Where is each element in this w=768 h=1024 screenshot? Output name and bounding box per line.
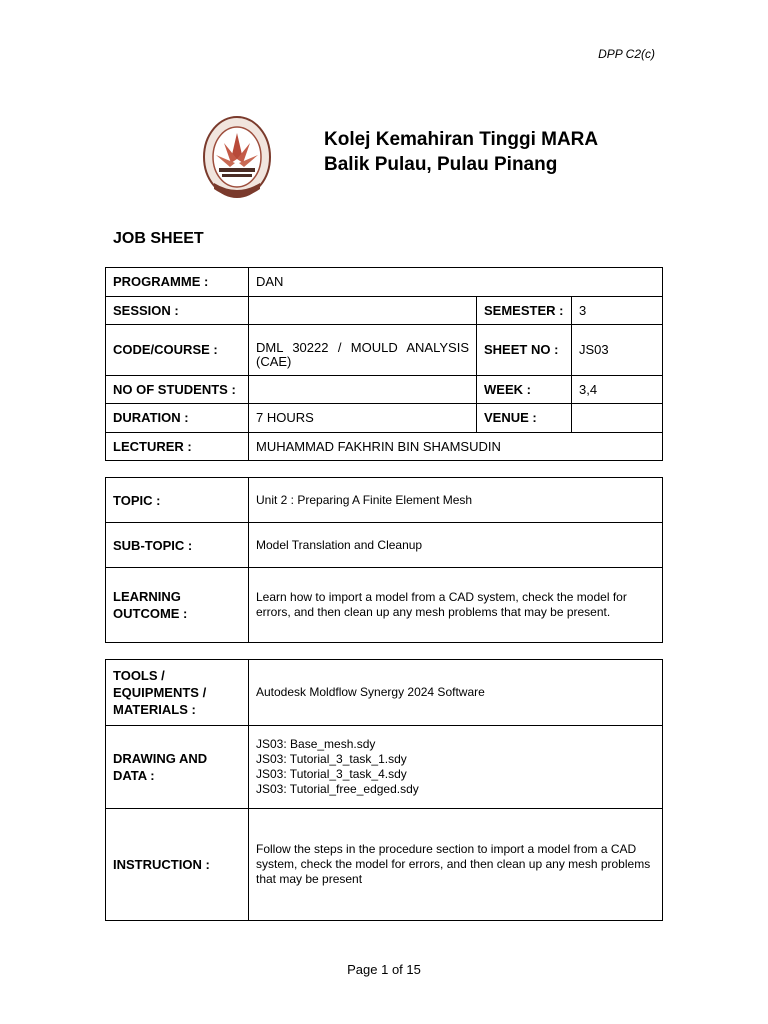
institution-name [324,127,598,177]
code-value: DML 30222 / MOULD ANALYSIS (CAE) [249,325,477,376]
students-value [249,376,477,404]
tools-label [106,660,249,726]
page-number: Page 1 of 15 [347,962,421,977]
instruction-value: Follow the steps in the procedure section to import a model from a CAD system, check the model for errors, and then clean up any mesh problems that may be present [249,809,663,921]
file-item: JS03: Tutorial_3_task_4.sdy [256,767,407,781]
lecturer-label: LECTURER : [106,433,249,461]
topic-table [105,477,663,643]
session-label: SESSION : [106,297,249,325]
topic-value: Unit 2 : Preparing A Finite Element Mesh [249,478,663,523]
semester-value: 3 [572,297,663,325]
session-value [249,297,477,325]
sheet-no-value: JS03 [572,325,663,376]
duration-row [106,404,663,433]
programme-label: PROGRAMME : [106,268,249,297]
drawing-label [106,726,249,809]
instruction-label: INSTRUCTION : [106,809,249,921]
subtopic-label: SUB-TOPIC : [106,523,249,568]
tools-value: Autodesk Moldflow Synergy 2024 Software [249,660,663,726]
students-label: NO OF STUDENTS : [106,376,249,404]
lecturer-row [106,433,663,461]
learning-outcome-value: Learn how to import a model from a CAD system, check the model for errors, and then clean up any mesh problems that may be present. [249,568,663,643]
college-logo [202,113,272,207]
tools-label-line-1: TOOLS / [113,668,165,683]
tools-label-line-3: MATERIALS : [113,702,196,717]
tools-label-line-2: EQUIPMENTS / [113,685,207,700]
institution-line-1: Kolej Kemahiran Tinggi MARA [324,129,599,150]
drawing-files [249,726,663,809]
info-table [105,267,663,461]
session-row [106,297,663,325]
document-code: DPP C2(c) [598,47,655,61]
file-item: JS03: Base_mesh.sdy [256,737,376,751]
code-row [106,325,663,376]
programme-row [106,268,663,297]
duration-value: 7 HOURS [249,404,477,433]
sheet-no-label: SHEET NO : [477,325,572,376]
file-item: JS03: Tutorial_free_edged.sdy [256,782,419,796]
drawing-row [106,726,663,809]
topic-row [106,478,663,523]
learning-outcome-label-line-2: OUTCOME : [113,606,188,621]
tools-table [105,659,663,921]
institution-line-2: Balik Pulau, Pulau Pinang [324,154,558,175]
semester-label: SEMESTER : [477,297,572,325]
venue-value [572,404,663,433]
tools-row [106,660,663,726]
subtopic-value: Model Translation and Cleanup [249,523,663,568]
instruction-row [106,809,663,921]
lecturer-value: MUHAMMAD FAKHRIN BIN SHAMSUDIN [249,433,663,461]
students-row [106,376,663,404]
topic-label: TOPIC : [106,478,249,523]
week-label: WEEK : [477,376,572,404]
code-label: CODE/COURSE : [106,325,249,376]
sheet-title: JOB SHEET [113,230,204,247]
week-value: 3,4 [572,376,663,404]
learning-outcome-label [106,568,249,643]
programme-value: DAN [249,268,663,297]
subtopic-row [106,523,663,568]
duration-label: DURATION : [106,404,249,433]
learning-outcome-label-line-1: LEARNING [113,589,181,604]
venue-label: VENUE : [477,404,572,433]
file-item: JS03: Tutorial_3_task_1.sdy [256,752,407,766]
learning-outcome-row [106,568,663,643]
drawing-label-line-1: DRAWING AND [113,751,208,766]
drawing-label-line-2: DATA : [113,768,155,783]
